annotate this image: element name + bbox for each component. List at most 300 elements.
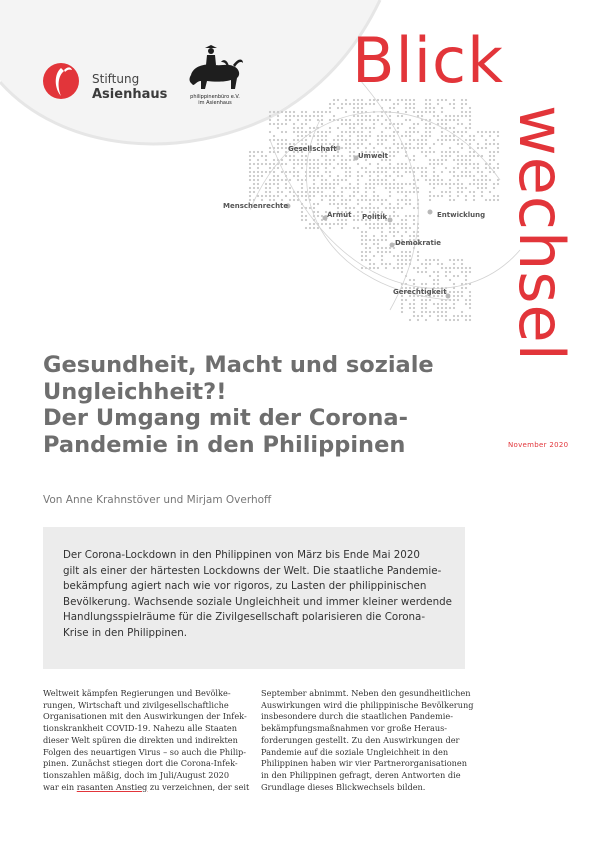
map-dot [341,179,343,181]
map-dot [269,187,271,189]
map-dot [397,255,399,257]
map-dot [277,183,279,185]
map-dot [365,235,367,237]
map-dot [357,183,359,185]
map-dot [281,179,283,181]
map-dot [341,159,343,161]
map-label-politik: Politik [362,213,388,221]
map-dot [317,175,319,177]
map-dot [409,183,411,185]
map-dot [393,155,395,157]
map-dot [309,187,311,189]
map-dot [409,235,411,237]
title-line: Gesundheit, Macht und soziale [43,352,434,378]
map-dot [293,159,295,161]
map-dot [365,115,367,117]
map-dot [305,159,307,161]
map-dot [385,135,387,137]
map-dot [253,155,255,157]
map-dot [321,123,323,125]
map-dot [349,135,351,137]
map-dot [377,247,379,249]
map-dot [441,123,443,125]
map-dot [409,147,411,149]
map-dot [413,231,415,233]
map-dot [277,191,279,193]
map-dot [293,127,295,129]
map-dot [385,167,387,169]
map-dot [425,155,427,157]
map-dot [405,171,407,173]
map-dot [341,131,343,133]
map-dot [341,227,343,229]
map-dot [341,135,343,137]
map-dot [413,223,415,225]
map-dot [341,139,343,141]
map-dot [381,143,383,145]
map-dot [285,187,287,189]
map-dot [305,123,307,125]
map-dot [269,195,271,197]
map-node-demokratie [390,243,395,248]
map-dot [433,143,435,145]
map-dot [441,139,443,141]
map-dot [349,167,351,169]
map-dot [381,259,383,261]
map-dot [437,283,439,285]
map-dot [445,99,447,101]
map-dot [353,127,355,129]
map-dot [401,167,403,169]
map-dot [349,175,351,177]
map-node-entwicklung [428,210,433,215]
map-dot [329,163,331,165]
map-dot [401,267,403,269]
map-dot [345,167,347,169]
map-dot [273,123,275,125]
body-text-before-link: war ein [43,781,77,792]
map-dot [413,315,415,317]
map-dot [357,163,359,165]
map-dot [317,131,319,133]
map-dot [429,131,431,133]
map-dot [341,155,343,157]
map-dot [445,267,447,269]
map-dot [433,187,435,189]
map-dot [297,119,299,121]
map-dot [425,123,427,125]
map-dot [329,199,331,201]
map-dot [341,191,343,193]
map-dot [281,199,283,201]
map-dot [373,195,375,197]
map-dot [373,235,375,237]
map-dot [389,175,391,177]
map-dot [289,115,291,117]
map-dot [253,163,255,165]
map-dot [301,183,303,185]
map-dot [361,139,363,141]
map-dot [257,179,259,181]
map-dot [349,195,351,197]
map-dot [429,163,431,165]
map-dot [389,195,391,197]
map-dot [337,139,339,141]
map-dot [313,191,315,193]
map-dot [361,115,363,117]
map-dot [417,131,419,133]
map-dot [393,183,395,185]
map-dot [361,175,363,177]
map-dot [269,191,271,193]
map-dot [385,171,387,173]
map-dot [261,155,263,157]
map-dot [369,263,371,265]
map-dot [305,199,307,201]
map-dot [341,123,343,125]
map-dot [413,127,415,129]
map-dot [321,183,323,185]
map-dot [401,123,403,125]
map-dot [377,243,379,245]
map-dot [321,155,323,157]
map-dot [409,279,411,281]
map-dot [285,163,287,165]
map-dot [417,115,419,117]
map-dot [369,119,371,121]
map-dot [453,99,455,101]
map-dot [325,163,327,165]
map-dot [305,215,307,217]
map-dot [437,99,439,101]
map-dot [297,179,299,181]
map-dot [441,267,443,269]
map-dot [349,119,351,121]
body-line: Organisationen mit den Auswirkungen der Infek- [43,711,247,722]
map-dot [389,251,391,253]
map-dot [425,175,427,177]
map-dot [429,191,431,193]
map-dot [445,315,447,317]
map-dot [421,307,423,309]
map-dot [305,219,307,221]
map-dot [381,227,383,229]
map-dot [417,111,419,113]
map-dot [413,207,415,209]
map-dot [285,183,287,185]
map-dot [357,139,359,141]
map-dot [309,223,311,225]
map-dot [341,199,343,201]
map-dot [369,227,371,229]
body-line: bekämpfungsmaßnahmen vor große Heraus- [261,723,448,734]
map-dot [309,191,311,193]
map-dot [357,227,359,229]
map-dot [329,227,331,229]
map-dot [361,167,363,169]
map-dot [281,111,283,113]
map-dot [405,163,407,165]
map-dot [429,315,431,317]
map-dot [293,155,295,157]
map-dot [353,207,355,209]
map-dot [345,163,347,165]
map-dot [353,151,355,153]
map-dot [425,151,427,153]
map-dot [257,167,259,169]
map-dot [269,163,271,165]
map-dot [361,143,363,145]
map-dot [349,151,351,153]
map-dot [257,187,259,189]
map-dot [397,187,399,189]
title-line: Ungleichheit?! [43,378,227,405]
map-dot [313,187,315,189]
map-dot [413,103,415,105]
abstract-box [43,527,465,669]
map-dot [361,123,363,125]
map-dot [369,171,371,173]
map-dot [297,163,299,165]
map-dot [321,187,323,189]
map-dot [401,199,403,201]
brand-word-wechsel-text: wechsel [505,105,578,362]
map-dot [337,175,339,177]
map-dot [417,267,419,269]
map-dot [289,155,291,157]
map-dot [249,167,251,169]
abstract-line: gilt als einer der härtesten Lockdowns der Welt. Die staatliche Pandemie- [63,564,442,577]
map-dot [349,139,351,141]
map-dot [301,187,303,189]
map-node-politik [388,218,393,223]
map-dot [321,219,323,221]
rasanter-anstieg-link[interactable]: rasanten Anstieg [76,781,148,792]
map-dot [357,191,359,193]
map-dot [305,195,307,197]
map-dot [265,183,267,185]
philippinenbuero-logo[interactable] [185,45,245,107]
map-dot [345,139,347,141]
map-dot [381,99,383,101]
map-dot [405,195,407,197]
map-dot [413,267,415,269]
map-dot [393,267,395,269]
map-dot [393,139,395,141]
map-dot [293,111,295,113]
map-dot [285,155,287,157]
map-dot [333,99,335,101]
map-dot [325,159,327,161]
map-dot [389,147,391,149]
map-dot [393,107,395,109]
map-dot [373,227,375,229]
map-dot [333,115,335,117]
map-dot [401,311,403,313]
map-dot [317,167,319,169]
map-dot [401,175,403,177]
map-dot [389,223,391,225]
map-dot [417,255,419,257]
map-dot [285,123,287,125]
map-dot [413,111,415,113]
map-dot [373,263,375,265]
map-dot [425,307,427,309]
map-dot [409,139,411,141]
body-line: Auswirkungen wird die philippinische Bevölkerung [261,699,474,710]
map-dot [365,247,367,249]
map-dot [389,191,391,193]
map-dot [365,195,367,197]
map-dot [345,219,347,221]
abstract-line: Bevölkerung. Wachsende soziale Ungleichheit und immer kleiner werdende [63,595,453,608]
map-dot [281,139,283,141]
map-dot [365,171,367,173]
map-dot [397,231,399,233]
map-dot [433,127,435,129]
map-dot [421,115,423,117]
map-dot [249,151,251,153]
map-dot [441,303,443,305]
map-dot [305,111,307,113]
map-label-gerechtigkeit: Gerechtigkeit [393,288,447,296]
map-dot [405,155,407,157]
map-dot [405,167,407,169]
map-dot [361,239,363,241]
map-dot [437,315,439,317]
map-dot [385,119,387,121]
map-dot [269,131,271,133]
map-dot [385,199,387,201]
stiftung-asienhaus-logo[interactable] [40,55,170,115]
map-dot [425,135,427,137]
map-dot [441,195,443,197]
map-dot [297,131,299,133]
map-dot [301,127,303,129]
map-dot [369,187,371,189]
map-dot [253,179,255,181]
map-dot [333,195,335,197]
map-dot [421,139,423,141]
map-dot [405,231,407,233]
map-dot [345,171,347,173]
map-dot [269,111,271,113]
map-dot [405,143,407,145]
map-dot [429,99,431,101]
map-dot [445,271,447,273]
map-dot [369,183,371,185]
map-dot [337,127,339,129]
map-dot [409,107,411,109]
map-dot [385,99,387,101]
map-dot [405,255,407,257]
map-dot [317,171,319,173]
map-dot [389,207,391,209]
map-dot [441,191,443,193]
map-dot [317,119,319,121]
map-dot [369,179,371,181]
map-dot [321,163,323,165]
map-dot [317,211,319,213]
map-dot [317,135,319,137]
map-dot [421,303,423,305]
map-dot [277,147,279,149]
map-dot [445,155,447,157]
map-dot [321,179,323,181]
map-dot [297,171,299,173]
map-dot [313,183,315,185]
map-dot [429,299,431,301]
map-dot [329,159,331,161]
map-dot [301,159,303,161]
map-dot [329,195,331,197]
map-dot [429,275,431,277]
map-dot [385,187,387,189]
map-dot [417,143,419,145]
map-dot [401,235,403,237]
map-dot [429,311,431,313]
map-dot [253,151,255,153]
map-dot [253,175,255,177]
map-dot [349,123,351,125]
issue-date: November 2020 [508,441,569,449]
map-dot [397,171,399,173]
body-line: Philippinen haben wir vier Partnerorganisationen [261,758,468,769]
map-dot [413,131,415,133]
map-dot [277,119,279,121]
map-dot [417,319,419,321]
map-dot [277,151,279,153]
map-dot [317,191,319,193]
map-dot [281,143,283,145]
map-dot [333,199,335,201]
map-dot [329,187,331,189]
map-dot [301,191,303,193]
map-dot [297,191,299,193]
map-dot [289,171,291,173]
map-dot [433,183,435,185]
map-dot [353,111,355,113]
map-dot [349,171,351,173]
map-dot [425,127,427,129]
map-dot [441,159,443,161]
map-dot [337,151,339,153]
map-dot [433,171,435,173]
map-dot [333,179,335,181]
map-dot [333,223,335,225]
map-dot [313,179,315,181]
map-dot [409,99,411,101]
map-dot [329,111,331,113]
map-dot [357,143,359,145]
map-dot [293,167,295,169]
map-dot [341,119,343,121]
map-dot [377,99,379,101]
map-dot [409,215,411,217]
map-dot [385,247,387,249]
map-dot [253,183,255,185]
map-dot [365,187,367,189]
map-dot [413,187,415,189]
map-dot [425,107,427,109]
map-dot [425,303,427,305]
map-dot [365,103,367,105]
map-dot [417,139,419,141]
map-dot [421,171,423,173]
map-dot [273,179,275,181]
map-dot [429,119,431,121]
map-dot [401,227,403,229]
